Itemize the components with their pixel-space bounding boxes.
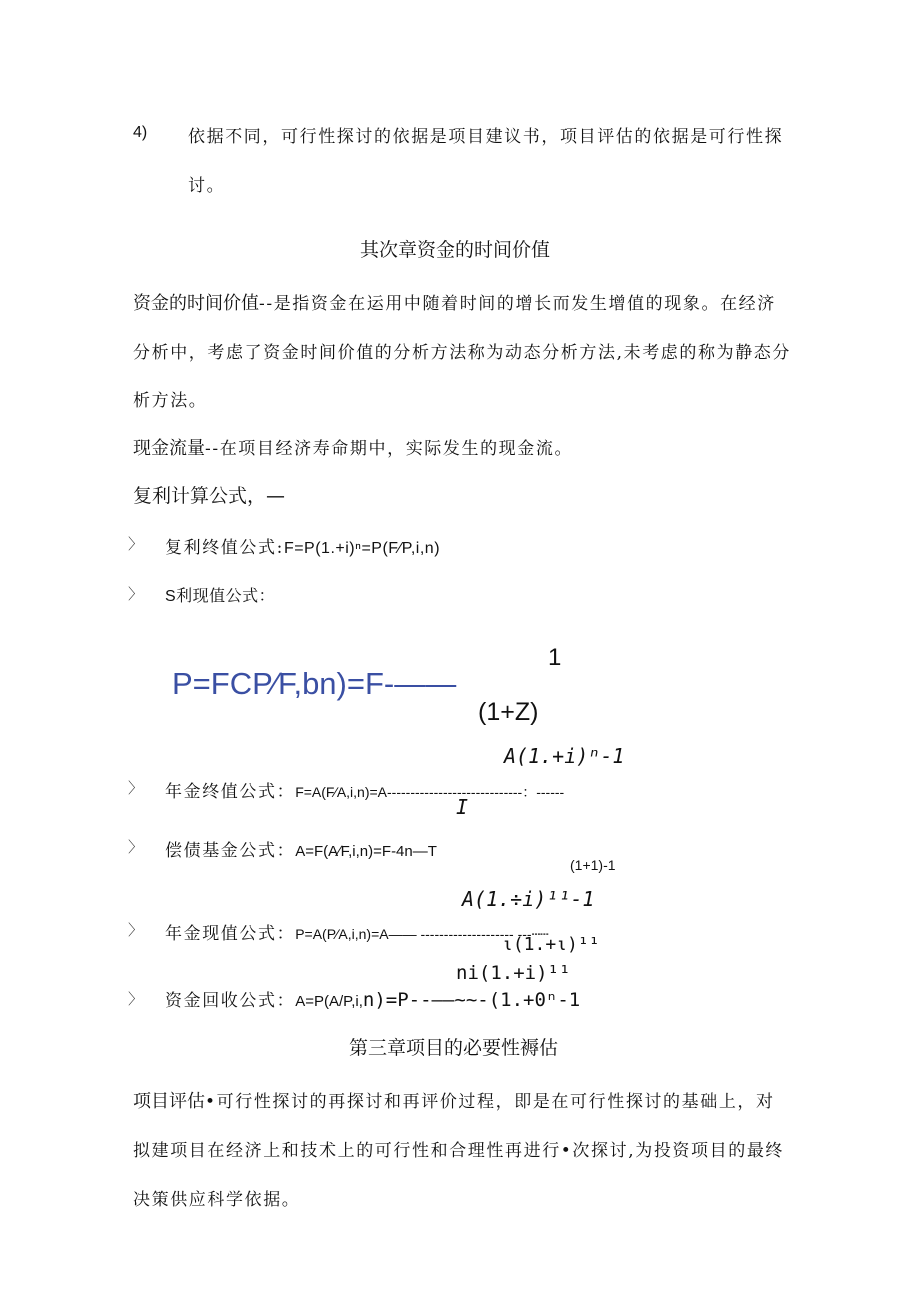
formula-label: 资金回收公式： xyxy=(165,991,296,1011)
term-tvm: 资金的时间价值 xyxy=(133,293,259,314)
formula-label: S利现值公式： xyxy=(165,588,276,605)
cf-def: --在项目经济寿命期中，实际发生的现金流。 xyxy=(205,439,574,459)
formula-expr: A=F(A∕F,i,n)=F-4n—T xyxy=(295,843,437,860)
pe-line3: 决策供应科学依据。 xyxy=(133,1190,301,1210)
formula-label: 年金现值公式： xyxy=(165,924,296,944)
pe-line2: 拟建项目在经济上和技术上的可行性和合理性再进行•次探讨,为投资项目的最终 xyxy=(133,1141,785,1161)
formula-pv: P=FCP∕F,bn)=F-—— xyxy=(172,666,457,701)
tvm-line1 xyxy=(133,289,776,315)
formula-expr: F=A(F∕A,i,n)=A-----------------------------：------ xyxy=(295,784,565,800)
term-cash-flow: 现金流量 xyxy=(133,438,205,459)
term-project-evaluation: 项目评估 xyxy=(133,1091,205,1112)
chapter-title: 其次章资金的时间价值 xyxy=(360,239,551,261)
formula-expr: A=P(A/P,i, xyxy=(295,993,363,1010)
chevron-icon: 〉 xyxy=(128,779,144,797)
item4-line2: 讨。 xyxy=(188,176,226,196)
pe-def: •可行性探讨的再探讨和再评价过程，即是在可行性探讨的基础上，对 xyxy=(205,1092,775,1112)
tvm-line3: 析方法。 xyxy=(133,391,208,411)
formula-label: 年金终值公式： xyxy=(165,782,296,802)
list-number: 4) xyxy=(133,124,148,141)
chevron-icon: 〉 xyxy=(128,585,144,603)
formula-sf xyxy=(165,836,437,861)
formula-sf-bottom: (1+1)-1 xyxy=(570,857,616,873)
formula-af xyxy=(165,777,564,802)
cf-line xyxy=(133,434,573,460)
formula-expr: F=P(1.+i)ⁿ=P(F∕P,i,n) xyxy=(283,540,441,557)
chevron-icon: 〉 xyxy=(128,535,144,553)
pe-line1 xyxy=(133,1087,775,1113)
formula-ap-top: A(1.÷i)¹¹-1 xyxy=(462,887,595,911)
tvm-line2: 分析中，考虑了资金时间价值的分析方法称为动态分析方法,未考虑的称为静态分 xyxy=(133,343,792,363)
formula-label: 偿债基金公式： xyxy=(165,841,296,861)
formula-cr-top: ni(1.+i)¹¹ xyxy=(456,962,571,984)
tvm-def: --是指资金在运用中随着时间的增长而发生增值的现象。在经济 xyxy=(259,294,776,314)
formula-pv-label xyxy=(165,583,275,606)
chapter-title: 第三章项目的必要性褥估 xyxy=(349,1037,559,1059)
chevron-icon: 〉 xyxy=(128,921,144,939)
formula-expr: P=A(P∕A,i,n)=A—— -------------------- ---┄┄ xyxy=(295,926,549,942)
formula-ap xyxy=(165,919,548,944)
chevron-icon: 〉 xyxy=(128,990,144,1008)
formula-pv-denominator: (1+Z) xyxy=(478,698,539,726)
formula-af-bottom: I xyxy=(456,795,469,819)
formula-expr-tail: n)=P--——~~-(1.+0ⁿ-1 xyxy=(362,989,581,1011)
formula-ap-bottom: ι(1.+ι)¹¹ xyxy=(502,934,600,955)
formula-label: 复利终值公式: xyxy=(165,538,284,558)
chevron-icon: 〉 xyxy=(128,838,144,856)
formula-pv-numerator: 1 xyxy=(548,644,562,671)
compound-heading: 复利计算公式，— xyxy=(133,485,286,507)
formula-fv xyxy=(165,533,440,558)
formula-cr xyxy=(165,986,580,1011)
item4-line1: 依据不同，可行性探讨的依据是项目建议书，项目评估的依据是可行性探 xyxy=(188,127,784,147)
formula-af-top: A(1.+i)ⁿ-1 xyxy=(504,744,625,768)
